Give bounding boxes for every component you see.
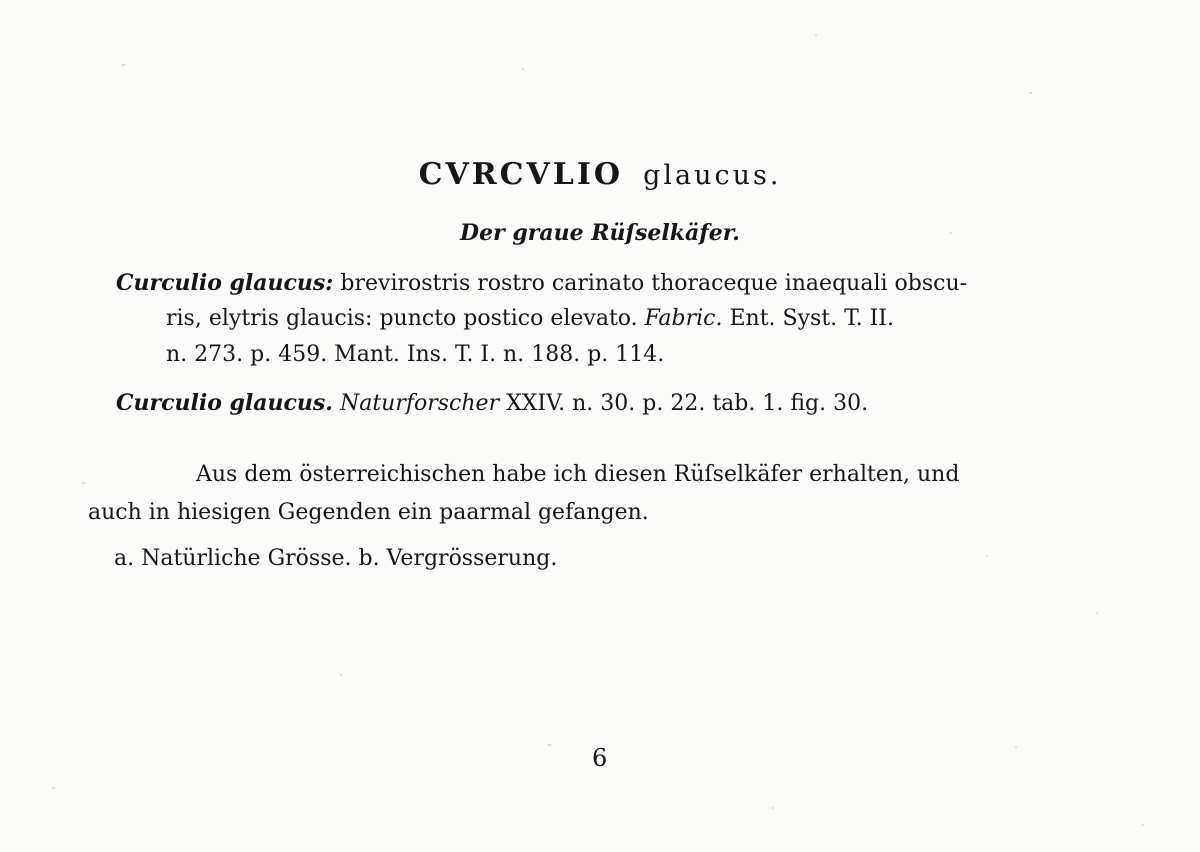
synonym-description-1: brevirostris rostro carinato thoraceque inaequali obscu- bbox=[340, 271, 968, 296]
paper-speck bbox=[82, 482, 85, 484]
synonym-name-2: Curculio glaucus. bbox=[116, 390, 333, 416]
synonym-reference-1: Ent. Syst. T. II. bbox=[729, 306, 894, 331]
species-name: glaucus. bbox=[643, 160, 782, 191]
synonym-description-2: ris, elytris glaucis: puncto postico elevato. bbox=[166, 306, 638, 331]
synonymy-line-3 bbox=[166, 342, 664, 367]
paper-speck bbox=[1029, 92, 1032, 94]
synonym-author-fabricius: Fabric. bbox=[644, 306, 723, 331]
figure-caption: a. Natürliche Grösse. b. Vergrösserung. bbox=[114, 546, 558, 571]
paper-speck bbox=[548, 744, 551, 746]
synonymy-line-1 bbox=[116, 270, 967, 296]
description-line-1: Aus dem österreichischen habe ich diesen Rüſselkäfer erhalten, und bbox=[196, 462, 960, 487]
paper-speck bbox=[772, 807, 774, 809]
synonym-reference-2: n. 273. p. 459. Mant. Ins. T. I. n. 188. p. 114. bbox=[166, 342, 665, 367]
synonym-name-1: Curculio glaucus: bbox=[116, 270, 334, 296]
synonym-author-naturforscher: Naturforscher bbox=[339, 391, 500, 416]
synonymy-line-2 bbox=[166, 306, 894, 331]
paper-speck bbox=[1015, 746, 1017, 748]
paper-speck bbox=[522, 68, 524, 70]
paper-speck bbox=[815, 34, 817, 36]
paper-speck bbox=[122, 64, 125, 66]
paper-speck bbox=[1096, 612, 1098, 614]
synonymy-line-4 bbox=[116, 390, 868, 416]
genus-name: CVRCVLIO bbox=[418, 157, 624, 192]
page-number: 6 bbox=[592, 744, 608, 772]
paper-speck bbox=[1142, 824, 1144, 826]
paper-speck bbox=[340, 674, 342, 676]
page-title bbox=[0, 157, 1200, 192]
description-line-2: auch in hiesigen Gegenden ein paarmal gefangen. bbox=[88, 500, 649, 525]
paper-speck bbox=[52, 787, 55, 789]
synonym-reference-3: XXIV. n. 30. p. 22. tab. 1. fig. 30. bbox=[506, 391, 869, 416]
common-name-subtitle: Der graue Rüſselkäfer. bbox=[460, 220, 740, 246]
paper-speck bbox=[986, 555, 988, 557]
